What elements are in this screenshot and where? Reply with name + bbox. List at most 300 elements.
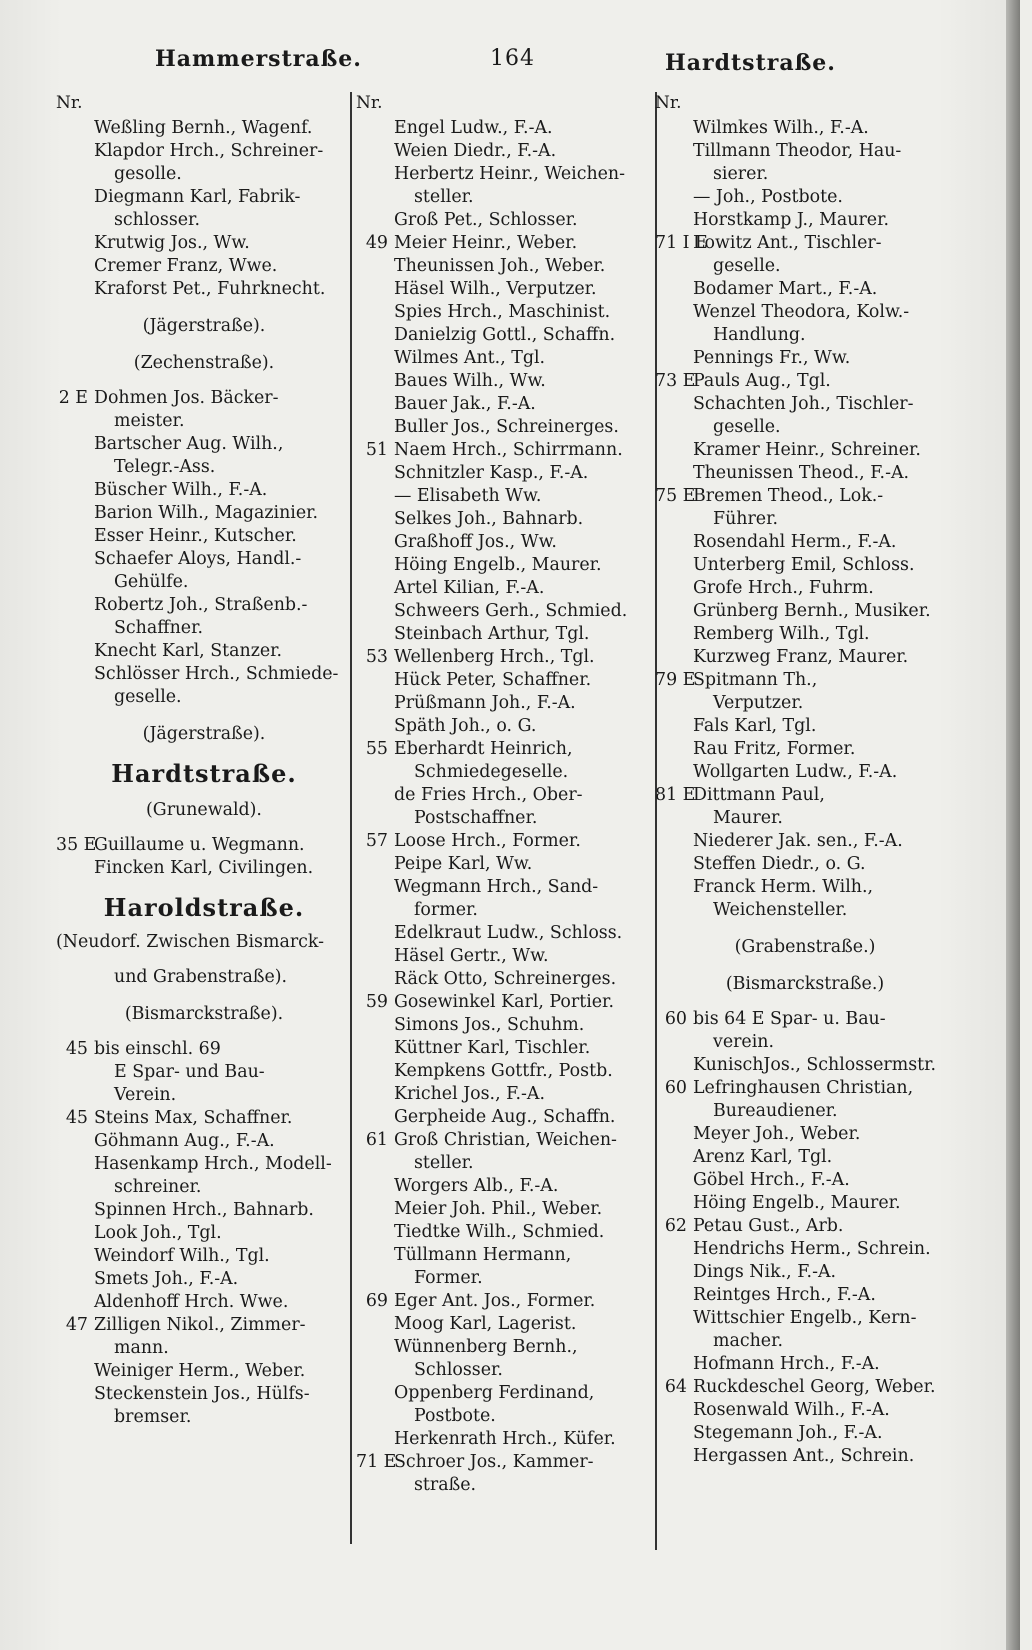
resident-text: Hendrichs Herm., Schrein.: [693, 1239, 931, 1259]
resident-text: Naem Hrch., Schirrmann.: [394, 440, 623, 460]
directory-entry: [356, 1382, 654, 1405]
cross-street-note: (Zechenstraße).: [133, 353, 275, 373]
directory-entry: [56, 1314, 352, 1337]
continuation-text: Gehülfe.: [114, 572, 189, 592]
resident-text: Esser Heinr., Kutscher.: [94, 526, 297, 546]
house-number: 53: [365, 647, 388, 667]
house-number: 45: [65, 1039, 88, 1059]
resident-text: Worgers Alb., F.-A.: [394, 1176, 559, 1196]
entry-continuation: [56, 1061, 352, 1084]
resident-text: Wellenberg Hrch., Tgl.: [394, 647, 595, 667]
continuation-text: sierer.: [713, 164, 769, 184]
entry-continuation: [655, 163, 955, 186]
directory-entry: [655, 439, 955, 462]
resident-text: Schachten Joh., Tischler-: [693, 394, 914, 414]
cross-street-note: (Jägerstraße).: [142, 316, 266, 336]
resident-text: Steins Max, Schaffner.: [94, 1108, 293, 1128]
resident-text: Artel Kilian, F.-A.: [394, 578, 545, 598]
resident-text: Lowitz Ant., Tischler-: [693, 233, 882, 253]
resident-text: Wollgarten Ludw., F.-A.: [693, 762, 898, 782]
resident-text: Eger Ant. Jos., Former.: [394, 1291, 596, 1311]
resident-text: Weindorf Wilh., Tgl.: [94, 1246, 270, 1266]
entry-continuation: [56, 617, 352, 640]
directory-entry: [56, 255, 352, 278]
continuation-text: schreiner.: [114, 1177, 202, 1197]
continuation-text: Maurer.: [713, 808, 783, 828]
resident-text: Steffen Diedr., o. G.: [693, 854, 866, 874]
directory-entry: [356, 1313, 654, 1336]
house-number: 75 E: [655, 486, 696, 506]
directory-entry: [356, 347, 654, 370]
column-3: [655, 92, 955, 1468]
directory-entry: [655, 1192, 955, 1215]
header-left-street: Hammerstraße.: [155, 46, 362, 72]
resident-text: Schlösser Hrch., Schmiede-: [94, 664, 339, 684]
cross-street-note: (Grunewald).: [146, 800, 262, 820]
directory-entry: [655, 1353, 955, 1376]
directory-entry: [655, 278, 955, 301]
entry-continuation: [655, 416, 955, 439]
resident-text: Späth Joh., o. G.: [394, 716, 537, 736]
resident-text: Lefringhausen Christian,: [693, 1078, 914, 1098]
continuation-text: former.: [414, 900, 478, 920]
directory-entry: [655, 370, 955, 393]
resident-text: Eberhardt Heinrich,: [394, 739, 573, 759]
directory-entry: [655, 784, 955, 807]
continuation-text: bremser.: [114, 1407, 192, 1427]
directory-entry: [356, 715, 654, 738]
resident-text: Wegmann Hrch., Sand-: [394, 877, 599, 897]
entry-continuation: [655, 1100, 955, 1123]
directory-entry: [356, 163, 654, 186]
house-number: 69: [365, 1291, 388, 1311]
directory-entry: [356, 416, 654, 439]
directory-entry: [655, 1146, 955, 1169]
directory-entry: [655, 1215, 955, 1238]
house-number: 71 E: [356, 1452, 397, 1472]
resident-text: Schaefer Aloys, Handl.-: [94, 549, 302, 569]
directory-entry: [56, 502, 352, 525]
continuation-text: schlosser.: [114, 210, 200, 230]
resident-text: Groß Pet., Schlosser.: [394, 210, 578, 230]
directory-entry: [56, 834, 352, 857]
directory-entry: [356, 669, 654, 692]
directory-entry: [56, 1383, 352, 1406]
resident-text: Tillmann Theodor, Hau-: [693, 141, 902, 161]
directory-entry: [655, 1054, 955, 1077]
directory-entry: [356, 232, 654, 255]
house-number: 59: [365, 992, 388, 1012]
entry-continuation: [655, 508, 955, 531]
directory-entry: [56, 140, 352, 163]
header-right-street: Hardtstraße.: [665, 50, 836, 76]
resident-text: Knecht Karl, Stanzer.: [94, 641, 283, 661]
resident-text: Fals Karl, Tgl.: [693, 716, 817, 736]
resident-text: Steinbach Arthur, Tgl.: [394, 624, 590, 644]
directory-entry: [356, 577, 654, 600]
entry-continuation: [56, 1337, 352, 1360]
directory-entry: [356, 508, 654, 531]
directory-entry: [655, 462, 955, 485]
resident-text: bis einschl. 69: [94, 1039, 221, 1059]
continuation-text: geselle.: [114, 687, 182, 707]
resident-text: Räck Otto, Schreinerges.: [394, 969, 617, 989]
directory-entry: [655, 738, 955, 761]
resident-text: Höing Engelb., Maurer.: [394, 555, 602, 575]
resident-text: Schweers Gerh., Schmied.: [394, 601, 628, 621]
directory-entry: [56, 594, 352, 617]
directory-entry: [356, 623, 654, 646]
page-header: [0, 40, 1000, 80]
directory-entry: [655, 669, 955, 692]
resident-text: Hück Peter, Schaffner.: [394, 670, 592, 690]
resident-text: Niederer Jak. sen., F.-A.: [693, 831, 903, 851]
resident-text: Bartscher Aug. Wilh.,: [94, 434, 284, 454]
house-number: 2 E: [58, 388, 88, 408]
directory-entry: [356, 853, 654, 876]
resident-text: Kraforst Pet., Fuhrknecht.: [94, 279, 326, 299]
entry-continuation: [655, 899, 955, 922]
directory-entry: [56, 278, 352, 301]
directory-entry: [56, 663, 352, 686]
house-number: 45: [65, 1108, 88, 1128]
directory-entry: [56, 1107, 352, 1130]
directory-entry: [655, 1399, 955, 1422]
resident-text: Weiniger Herm., Weber.: [94, 1361, 306, 1381]
directory-entry: [655, 1077, 955, 1100]
directory-entry: [356, 301, 654, 324]
directory-entry: [356, 1083, 654, 1106]
house-number: 71 I E: [655, 233, 708, 253]
resident-text: Weßling Bernh., Wagenf.: [94, 118, 313, 138]
entry-continuation: [356, 761, 654, 784]
resident-text: Dittmann Paul,: [693, 785, 825, 805]
directory-entry: [356, 278, 654, 301]
house-number: 79 E: [655, 670, 696, 690]
resident-text: Pauls Aug., Tgl.: [693, 371, 831, 391]
house-number: 51: [365, 440, 388, 460]
resident-text: Reintges Hrch., F.-A.: [693, 1285, 876, 1305]
entry-continuation: [356, 807, 654, 830]
entry-continuation: [655, 255, 955, 278]
continuation-text: und Grabenstraße).: [114, 967, 288, 987]
entry-continuation: [655, 1330, 955, 1353]
resident-text: Bodamer Mart., F.-A.: [693, 279, 878, 299]
directory-entry: [655, 1376, 955, 1399]
resident-text: Buller Jos., Schreinerges.: [394, 417, 619, 437]
directory-entry: [655, 117, 955, 140]
continuation-text: Führer.: [713, 509, 779, 529]
resident-text: Hofmann Hrch., F.-A.: [693, 1354, 880, 1374]
directory-entry: [655, 761, 955, 784]
directory-entry: [56, 433, 352, 456]
directory-entry: [655, 1307, 955, 1330]
directory-entry: [56, 1130, 352, 1153]
resident-text: Danielzig Gottl., Schaffn.: [394, 325, 616, 345]
directory-entry: [356, 462, 654, 485]
directory-entry: [655, 531, 955, 554]
resident-text: Selkes Joh., Bahnarb.: [394, 509, 584, 529]
entry-continuation: [56, 456, 352, 479]
continuation-text: steller.: [414, 1153, 474, 1173]
continuation-text: Postbote.: [414, 1406, 496, 1426]
resident-text: Peipe Karl, Ww.: [394, 854, 533, 874]
resident-text: Groß Christian, Weichen-: [394, 1130, 617, 1150]
directory-entry: [356, 876, 654, 899]
directory-entry: [356, 600, 654, 623]
resident-text: Spies Hrch., Maschinist.: [394, 302, 611, 322]
directory-entry: [56, 1245, 352, 1268]
directory-entry: [356, 1037, 654, 1060]
house-number: 60: [664, 1009, 687, 1029]
directory-entry: [356, 1336, 654, 1359]
district-note: (Neudorf. Zwischen Bismarck-: [56, 932, 324, 952]
directory-entry: [356, 140, 654, 163]
house-number: 62: [664, 1216, 687, 1236]
resident-text: Schnitzler Kasp., F.-A.: [394, 463, 589, 483]
continuation-text: Schaffner.: [114, 618, 203, 638]
resident-text: Schroer Jos., Kammer-: [394, 1452, 594, 1472]
resident-text: Theunissen Joh., Weber.: [394, 256, 606, 276]
resident-text: Göbel Hrch., F.-A.: [693, 1170, 850, 1190]
directory-entry: [56, 640, 352, 663]
page-number: 164: [490, 46, 535, 71]
directory-entry: [356, 922, 654, 945]
resident-text: Petau Gust., Arb.: [693, 1216, 844, 1236]
continuation-text: meister.: [114, 411, 185, 431]
directory-entry: [356, 1451, 654, 1474]
resident-text: Häsel Wilh., Verputzer.: [394, 279, 597, 299]
directory-entry: [56, 1268, 352, 1291]
directory-entry: [356, 1060, 654, 1083]
directory-entry: [56, 1222, 352, 1245]
resident-text: Theunissen Theod., F.-A.: [693, 463, 910, 483]
resident-text: Guillaume u. Wegmann.: [94, 835, 305, 855]
directory-entry: [655, 623, 955, 646]
resident-text: Büscher Wilh., F.-A.: [94, 480, 268, 500]
resident-text: Meyer Joh., Weber.: [693, 1124, 861, 1144]
continuation-text: Schlosser.: [414, 1360, 503, 1380]
entry-continuation: [655, 1031, 955, 1054]
directory-entry: [356, 554, 654, 577]
street-heading: Hardtstraße.: [111, 759, 297, 788]
continuation-text: Former.: [414, 1268, 483, 1288]
continuation-text: Telegr.-Ass.: [114, 457, 216, 477]
resident-text: Gerpheide Aug., Schaffn.: [394, 1107, 616, 1127]
resident-text: Oppenberg Ferdinand,: [394, 1383, 595, 1403]
resident-text: Grünberg Bernh., Musiker.: [693, 601, 931, 621]
continuation-text: Verein.: [114, 1085, 177, 1105]
resident-text: Remberg Wilh., Tgl.: [693, 624, 870, 644]
resident-text: Cremer Franz, Wwe.: [94, 256, 278, 276]
entry-continuation: [56, 571, 352, 594]
house-number: 61: [365, 1130, 388, 1150]
entry-continuation: [356, 186, 654, 209]
continuation-text: Schmiedegeselle.: [414, 762, 569, 782]
entry-continuation: [356, 1359, 654, 1382]
continuation-text: Handlung.: [713, 325, 806, 345]
directory-entry: [356, 1290, 654, 1313]
directory-entry: [356, 738, 654, 761]
house-number: 35 E: [56, 835, 97, 855]
resident-text: Hasenkamp Hrch., Modell-: [94, 1154, 332, 1174]
directory-entry: [655, 600, 955, 623]
directory-entry: [356, 830, 654, 853]
continuation-text: Postschaffner.: [414, 808, 538, 828]
resident-text: Dings Nik., F.-A.: [693, 1262, 837, 1282]
directory-entry: [356, 439, 654, 462]
directory-entry: [356, 945, 654, 968]
resident-text: Baues Wilh., Ww.: [394, 371, 546, 391]
resident-text: Göhmann Aug., F.-A.: [94, 1131, 275, 1151]
resident-text: Küttner Karl, Tischler.: [394, 1038, 591, 1058]
resident-text: Klapdor Hrch., Schreiner-: [94, 141, 324, 161]
resident-text: Kramer Heinr., Schreiner.: [693, 440, 921, 460]
house-number: 47: [65, 1315, 88, 1335]
resident-text: Grofe Hrch., Fuhrm.: [693, 578, 874, 598]
resident-text: Engel Ludw., F.-A.: [394, 118, 553, 138]
resident-text: Zilligen Nikol., Zimmer-: [94, 1315, 306, 1335]
resident-text: bis 64 E Spar- u. Bau-: [693, 1009, 886, 1029]
cross-street-note: (Bismarckstraße.): [725, 974, 885, 994]
resident-text: Meier Heinr., Weber.: [394, 233, 578, 253]
entry-continuation: [655, 807, 955, 830]
entry-continuation: [56, 410, 352, 433]
directory-entry: [56, 525, 352, 548]
resident-text: Unterberg Emil, Schloss.: [693, 555, 915, 575]
resident-text: — Joh., Postbote.: [693, 187, 843, 207]
directory-entry: [655, 393, 955, 416]
resident-text: Graßhoff Jos., Ww.: [394, 532, 557, 552]
directory-entry: [356, 485, 654, 508]
directory-entry: [655, 830, 955, 853]
directory-entry: [356, 1198, 654, 1221]
resident-text: Krutwig Jos., Ww.: [94, 233, 250, 253]
resident-text: Tiedtke Wilh., Schmied.: [394, 1222, 605, 1242]
directory-entry: [56, 387, 352, 410]
resident-text: Steckenstein Jos., Hülfs-: [94, 1384, 310, 1404]
house-number: 55: [365, 739, 388, 759]
directory-entry: [356, 646, 654, 669]
cross-street-note: (Grabenstraße.): [734, 937, 876, 957]
directory-entry: [356, 1129, 654, 1152]
directory-entry: [356, 370, 654, 393]
resident-text: Häsel Gertr., Ww.: [394, 946, 549, 966]
resident-text: Bremen Theod., Lok.-: [693, 486, 884, 506]
directory-entry: [655, 876, 955, 899]
resident-text: Franck Herm. Wilh.,: [693, 877, 874, 897]
house-number: 49: [365, 233, 388, 253]
directory-entry: [56, 186, 352, 209]
directory-entry: [655, 1445, 955, 1468]
directory-entry: [655, 1422, 955, 1445]
entry-continuation: [356, 1267, 654, 1290]
directory-entry: [655, 646, 955, 669]
resident-text: Gosewinkel Karl, Portier.: [394, 992, 614, 1012]
resident-text: Weien Diedr., F.-A.: [394, 141, 557, 161]
directory-entry: [655, 1238, 955, 1261]
street-heading: Haroldstraße.: [103, 893, 305, 922]
directory-entry: [56, 232, 352, 255]
resident-text: Rau Fritz, Former.: [693, 739, 856, 759]
column-nr-label: Nr.: [655, 93, 682, 113]
continuation-text: Weichensteller.: [713, 900, 848, 920]
entry-continuation: [356, 1405, 654, 1428]
column-nr-label: Nr.: [356, 93, 383, 113]
entry-continuation: [655, 692, 955, 715]
resident-text: — Elisabeth Ww.: [394, 486, 542, 506]
directory-entry: [56, 479, 352, 502]
resident-text: Pennings Fr., Ww.: [693, 348, 851, 368]
resident-text: Wittschier Engelb., Kern-: [693, 1308, 917, 1328]
directory-entry: [356, 1244, 654, 1267]
resident-text: Simons Jos., Schuhm.: [394, 1015, 585, 1035]
entry-continuation: [356, 1474, 654, 1497]
directory-entry: [56, 117, 352, 140]
directory-entry: [655, 554, 955, 577]
continuation-text: steller.: [414, 187, 474, 207]
directory-entry: [655, 186, 955, 209]
directory-entry: [56, 1199, 352, 1222]
resident-text: Wünnenberg Bernh.,: [394, 1337, 578, 1357]
directory-entry: [655, 1261, 955, 1284]
directory-entry: [356, 117, 654, 140]
column-1: [56, 92, 352, 1429]
directory-entry: [56, 1153, 352, 1176]
entry-continuation: [56, 686, 352, 709]
directory-entry: [655, 485, 955, 508]
resident-text: Herkenrath Hrch., Küfer.: [394, 1429, 616, 1449]
resident-text: Diegmann Karl, Fabrik-: [94, 187, 301, 207]
continuation-text: E Spar- und Bau-: [114, 1062, 265, 1082]
directory-entry: [356, 692, 654, 715]
resident-text: Arenz Karl, Tgl.: [693, 1147, 833, 1167]
resident-text: Rosenwald Wilh., F.-A.: [693, 1400, 890, 1420]
continuation-text: Bureaudiener.: [713, 1101, 838, 1121]
resident-text: Ruckdeschel Georg, Weber.: [693, 1377, 936, 1397]
directory-entry: [356, 1221, 654, 1244]
resident-text: Dohmen Jos. Bäcker-: [94, 388, 279, 408]
resident-text: Moog Karl, Lagerist.: [394, 1314, 577, 1334]
directory-entry: [56, 1360, 352, 1383]
directory-entry: [655, 1284, 955, 1307]
house-number: 64: [664, 1377, 687, 1397]
continuation-text: geselle.: [713, 417, 781, 437]
house-number: 57: [365, 831, 388, 851]
resident-text: Prüßmann Joh., F.-A.: [394, 693, 576, 713]
resident-text: Robertz Joh., Straßenb.-: [94, 595, 308, 615]
entry-continuation: [356, 1152, 654, 1175]
directory-entry: [655, 232, 955, 255]
entry-continuation: [56, 966, 352, 989]
directory-entry: [655, 301, 955, 324]
resident-text: Aldenhoff Hrch. Wwe.: [94, 1292, 289, 1312]
page-edge: [1006, 0, 1020, 1650]
cross-street-note: (Bismarckstraße).: [124, 1004, 284, 1024]
directory-entry: [356, 209, 654, 232]
continuation-text: straße.: [414, 1475, 477, 1495]
resident-text: Wilmes Ant., Tgl.: [394, 348, 546, 368]
resident-text: Spitmann Th.,: [693, 670, 818, 690]
resident-text: Rosendahl Herm., F.-A.: [693, 532, 897, 552]
resident-text: Hergassen Ant., Schrein.: [693, 1446, 915, 1466]
directory-entry: [356, 1106, 654, 1129]
column-nr-label: Nr.: [56, 93, 83, 113]
directory-entry: [655, 853, 955, 876]
resident-text: Meier Joh. Phil., Weber.: [394, 1199, 603, 1219]
continuation-text: mann.: [114, 1338, 169, 1358]
entry-continuation: [56, 209, 352, 232]
